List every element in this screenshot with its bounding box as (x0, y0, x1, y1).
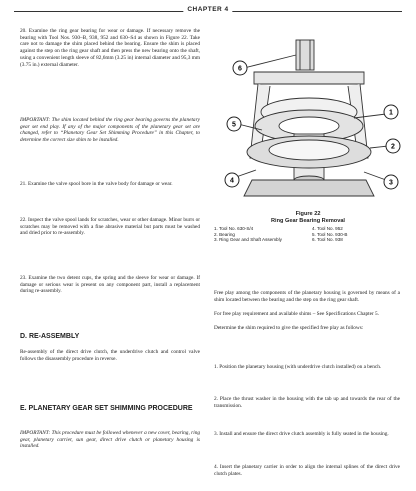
chapter-title: CHAPTER 4 (183, 6, 232, 13)
important-note-procedure: IMPORTANT: This procedure must be followed whenever a new cover, bearing, ring gear, planetary carrier, sun gear, direct drive clutch or planetary housing is installed. (20, 430, 200, 450)
legend-item: 6. Tool No. 938 (312, 237, 343, 242)
callout-1 (384, 105, 398, 119)
freeplay-paragraph-2: For free play requirement and available shims – See Specifications Chapter 5. (214, 311, 380, 317)
svg-text:6: 6 (238, 65, 242, 73)
callout-2 (386, 139, 400, 153)
figure-subtitle: Ring Gear Bearing Removal (271, 217, 345, 224)
freeplay-paragraph-3: Determine the shim required to give the specified free play as follows: (214, 325, 364, 331)
paragraph-20: 20. Examine the ring gear bearing for wear or damage. If necessary remove the bearing with Tool Nos. 930–B, 938, 952 and 630–S4 as shown in Figure 22. Take care not to damage the shim placed behind the bearing. Ensure the shim is placed against the step on the ring gear shaft and then press the new bearing onto the shaft, using a convenient length sleeve of 82,6mm (3.25 in) internal diameter and 95,3 mm (3.75 in.) external diameter. (20, 28, 200, 68)
svg-text:2: 2 (391, 143, 395, 151)
heading-shimming: E. PLANETARY GEAR SET SHIMMING PROCEDURE (20, 405, 193, 412)
svg-text:1: 1 (389, 109, 393, 117)
step-2: 2. Place the thrust washer in the housing with the tab up and towards the rear of the transmission. (214, 396, 400, 409)
step-4: 4. Insert the planetary carrier in order to align the internal splines of the direct drive clutch plates. (214, 464, 400, 477)
heading-reassembly: D. RE-ASSEMBLY (20, 333, 80, 340)
legend-item: 3. Ring Gear and Shaft Assembly (214, 237, 282, 242)
figure-title: Figure 22 (295, 211, 321, 217)
important-note-shim: IMPORTANT: The shim located behind the ring gear bearing governs the planetary gear set end play. If any of the major components of the planetary gear set are changed, refer to “Planetary Gear Set Shimming Procedure” in this Chapter, to determine the correct size shim to be installed. (20, 117, 200, 144)
paragraph-reassembly: Re-assembly of the direct drive clutch, the underdrive clutch and control valve follows the disassembly procedure in reverse. (20, 349, 200, 362)
paragraph-21: 21. Examine the valve spool bore in the valve body for damage or wear. (20, 181, 173, 187)
step-3: 3. Install and ensure the direct drive clutch assembly is fully seated in the housing. (214, 431, 389, 437)
legend-item: 4. Tool No. 952 (312, 226, 343, 232)
svg-text:3: 3 (389, 179, 393, 187)
callout-5 (227, 117, 241, 131)
callout-6 (233, 61, 247, 75)
callout-4 (225, 173, 239, 187)
figure-22-illustration (214, 30, 402, 210)
step-1: 1. Position the planetary housing (with underdrive clutch installed) on a bench. (214, 364, 382, 370)
paragraph-23: 23. Examine the two detent cups, the spring and the sleeve for wear or damage. If damage or serious wear is present on any component part, install a replacement during re-assembly. (20, 275, 200, 295)
figure-caption (214, 211, 402, 242)
legend-item: 2. Bearing (214, 231, 235, 237)
svg-text:5: 5 (232, 121, 236, 129)
svg-text:4: 4 (230, 177, 234, 185)
freeplay-paragraph-1: Free play among the components of the planetary housing is governed by means of a shim located between the bearing and the step on the ring gear shaft. (214, 290, 400, 303)
figure-legend (214, 226, 402, 242)
callout-3 (384, 175, 398, 189)
bearing-puller-drawing (236, 40, 388, 196)
legend-item: 1. Tool No. 630-S/4 (214, 226, 254, 232)
legend-item: 5. Tool No. 930-B (312, 231, 348, 237)
paragraph-22: 22. Inspect the valve spool lands for scratches, wear or other damage. Minor burrs or scratches may be removed with a fine abrasive material but parts must be washed and dried prior to re-assembly. (20, 217, 200, 237)
chapter-header (14, 6, 402, 16)
